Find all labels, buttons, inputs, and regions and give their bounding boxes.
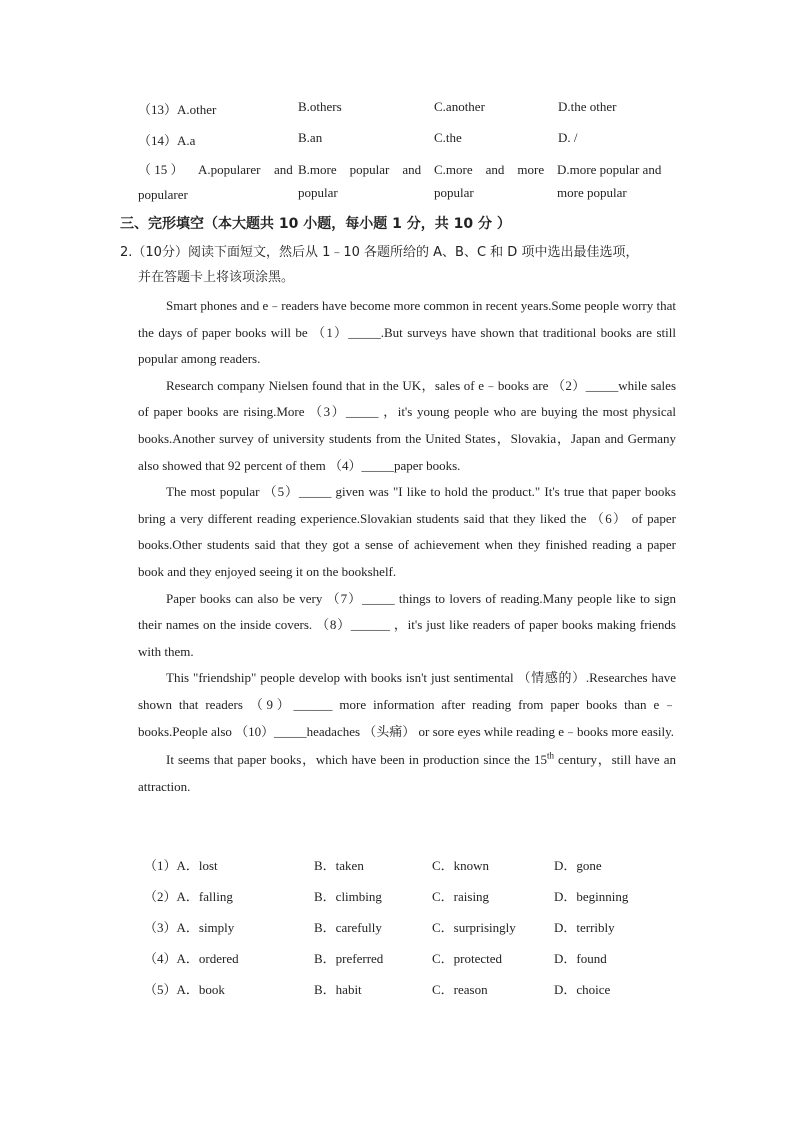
- option-a-text: simply: [198, 920, 235, 935]
- option-d: D.the other: [558, 99, 617, 114]
- option-d: D. /: [558, 130, 578, 145]
- passage-paragraph-6: [138, 747, 676, 800]
- passage-paragraph-2: Research company Nielsen found that in the UK，sales of e﹣books are （2）_____while sales of paper books are rising.More （3）_____ ，it's young people who are buying the most physical books.Another survey of university students from the United States，Slovakia，Japan and Germany also showed that 92 percent of them （4）_____paper books.: [138, 377, 676, 473]
- question-number: （14）: [138, 133, 178, 148]
- option-c: C．reason: [432, 982, 488, 997]
- option-b-line2: popular: [298, 185, 338, 200]
- option-a: [144, 917, 234, 936]
- option-row-15: [138, 158, 678, 208]
- option-text: [138, 99, 216, 118]
- option-b: B．taken: [314, 858, 364, 873]
- option-b: B．habit: [314, 982, 362, 997]
- superscript: th: [546, 750, 554, 761]
- passage-paragraph-4: Paper books can also be very （7）_____ things to lovers of reading.Many people like to sign their names on the inside covers. （8）______ ，it's just like readers of paper books making friends with them.: [138, 590, 676, 659]
- option-a-text: book: [198, 982, 225, 997]
- option-a-line1: A.popularer: [198, 162, 261, 177]
- option-a: [144, 855, 218, 874]
- option-c: C.the: [434, 130, 462, 145]
- instructions: [120, 240, 676, 290]
- option-b-line1: B.more popular and: [298, 162, 422, 177]
- option-d: D．choice: [554, 982, 611, 997]
- paragraph-text: century，still have an attraction.: [138, 752, 676, 794]
- option-b: B．preferred: [314, 951, 384, 966]
- option-c: C．raising: [432, 889, 490, 904]
- question-number: （1）A．: [144, 858, 199, 873]
- question-number: （13）: [138, 102, 178, 117]
- option-row-14: [138, 130, 678, 150]
- option-c: C.another: [434, 99, 485, 114]
- option-c-line2: popular: [434, 185, 474, 200]
- option-c: C．surprisingly: [432, 920, 516, 935]
- option-a: [144, 886, 233, 905]
- option-b: B.others: [298, 99, 342, 114]
- option-c-line1: C.more and more: [434, 162, 545, 177]
- question-number: （2）A．: [144, 889, 199, 904]
- option-d: D．found: [554, 951, 607, 966]
- option-d: D．gone: [554, 858, 602, 873]
- option-c: C．known: [432, 858, 490, 873]
- option-a: [144, 948, 239, 967]
- passage-paragraph-1: Smart phones and e﹣readers have become more common in recent years.Some people worry that the days of paper books will be （1）_____.But surveys have shown that traditional books are still popular among readers.: [138, 298, 676, 367]
- answer-row-3: [138, 917, 678, 937]
- reading-passage: [138, 293, 676, 800]
- option-d: D．beginning: [554, 889, 629, 904]
- question-number: （ 15 ）: [138, 162, 184, 177]
- instruction-line-2: 并在答题卡上将该项涂黑。: [138, 270, 295, 285]
- answer-row-1: [138, 855, 678, 875]
- option-d: D．terribly: [554, 920, 615, 935]
- question-number: （5）A．: [144, 982, 199, 997]
- option-row-13: [138, 99, 678, 119]
- option-a-text: ordered: [198, 951, 239, 966]
- option-a: A.a: [177, 133, 196, 148]
- question-number: （4）A．: [144, 951, 199, 966]
- question-number: （3）A．: [144, 920, 199, 935]
- paragraph-text: It seems that paper books，which have been in production since the 15: [166, 752, 547, 768]
- option-d-line1: D.more popular and: [557, 162, 662, 177]
- option-b: B．carefully: [314, 920, 382, 935]
- answer-row-2: [138, 886, 678, 906]
- option-b: B.an: [298, 130, 323, 145]
- answer-row-5: [138, 979, 678, 999]
- instruction-line-1: 2.（10分）阅读下面短文，然后从 1﹣10 各题所给的 A、B、C 和 D 项中选出最佳选项，: [120, 245, 639, 260]
- option-a: A.other: [177, 102, 217, 117]
- option-a-line2: popularer: [138, 187, 188, 202]
- option-d-line2: more popular: [557, 185, 627, 200]
- option-c: C．protected: [432, 951, 503, 966]
- section-heading: 三、完形填空（本大题共 10 小题，每小题 1 分，共 10 分 ）: [120, 216, 511, 232]
- passage-paragraph-5: This "friendship" people develop with books isn't just sentimental （情感的）.Researches have shown that readers （9）______ more information after reading from paper books than e﹣books.People also （10）_____headaches （头痛） or sore eyes while reading e﹣books more easily.: [138, 670, 676, 739]
- answer-row-4: [138, 948, 678, 968]
- option-a-and: and: [274, 162, 293, 177]
- passage-paragraph-3: The most popular （5）_____ given was "I like to hold the product." It's true that paper books bring a very different reading experience.Slovakian students said that they liked the （6） of paper books.Other students said that they got a sense of achievement when they finished reading a paper book and they enjoyed seeing it on the bookshelf.: [138, 484, 676, 579]
- option-a: [144, 979, 225, 998]
- option-a-text: lost: [198, 858, 218, 873]
- option-a-text: falling: [198, 889, 233, 904]
- option-text: [138, 130, 195, 149]
- option-b: B．climbing: [314, 889, 382, 904]
